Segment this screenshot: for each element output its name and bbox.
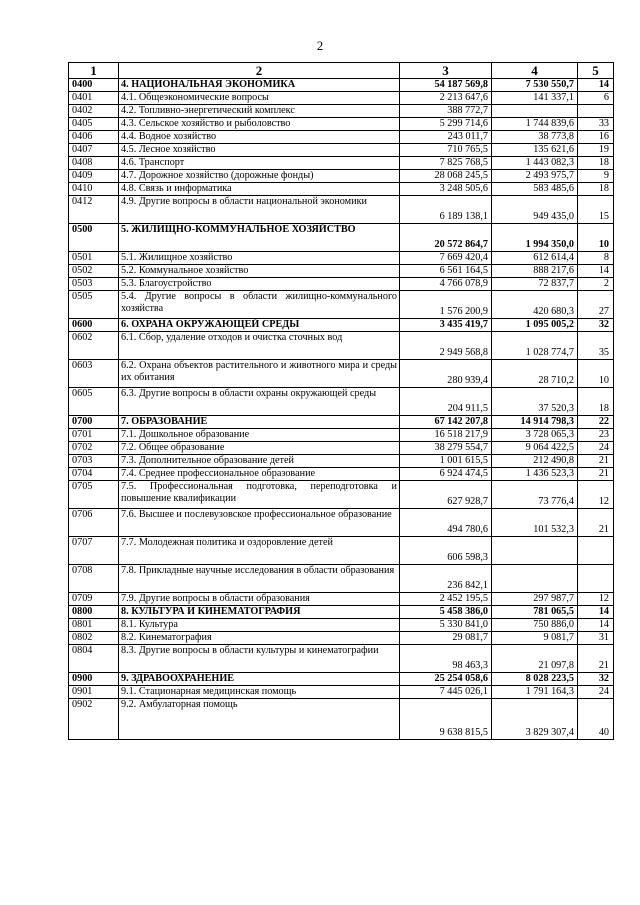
table-row bbox=[69, 699, 614, 740]
row-code: 0901 bbox=[69, 686, 119, 699]
column-header-col3: 3 bbox=[400, 63, 492, 79]
row-value-col5 bbox=[578, 565, 614, 593]
row-value-col4: 3 728 065,3 bbox=[492, 429, 578, 442]
table-row bbox=[69, 196, 614, 224]
row-value-col3: 2 213 647,6 bbox=[400, 92, 492, 105]
row-value-col3: 243 011,7 bbox=[400, 131, 492, 144]
row-value-col4: 9 064 422,5 bbox=[492, 442, 578, 455]
row-value-col5: 9 bbox=[578, 170, 614, 183]
row-value-col5: 21 bbox=[578, 645, 614, 673]
column-header-name: 2 bbox=[119, 63, 400, 79]
row-value-col4: 1 028 774,7 bbox=[492, 332, 578, 360]
row-name: 7.1. Дошкольное образование bbox=[119, 429, 400, 442]
table-body bbox=[69, 79, 614, 740]
table-row bbox=[69, 619, 614, 632]
row-value-col4: 14 914 798,3 bbox=[492, 416, 578, 429]
table-row bbox=[69, 265, 614, 278]
row-value-col4: 8 028 223,5 bbox=[492, 673, 578, 686]
row-value-col3: 236 842,1 bbox=[400, 565, 492, 593]
table-row bbox=[69, 416, 614, 429]
row-value-col3: 1 576 200,9 bbox=[400, 291, 492, 319]
table-row bbox=[69, 131, 614, 144]
row-value-col4 bbox=[492, 537, 578, 565]
row-code: 0406 bbox=[69, 131, 119, 144]
row-value-col5: 12 bbox=[578, 593, 614, 606]
row-value-col4: 612 614,4 bbox=[492, 252, 578, 265]
row-value-col3: 9 638 815,5 bbox=[400, 699, 492, 740]
row-value-col5: 8 bbox=[578, 252, 614, 265]
row-value-col3: 710 765,5 bbox=[400, 144, 492, 157]
row-value-col5: 27 bbox=[578, 291, 614, 319]
row-name: 4. НАЦИОНАЛЬНАЯ ЭКОНОМИКА bbox=[119, 79, 400, 92]
row-value-col4: 37 520,3 bbox=[492, 388, 578, 416]
row-name: 7.6. Высшее и послевузовское профессиональное образование bbox=[119, 509, 400, 537]
row-value-col5 bbox=[578, 537, 614, 565]
table-row bbox=[69, 632, 614, 645]
row-code: 0804 bbox=[69, 645, 119, 673]
row-name: 5.2. Коммунальное хозяйство bbox=[119, 265, 400, 278]
row-value-col3: 627 928,7 bbox=[400, 481, 492, 509]
row-code: 0407 bbox=[69, 144, 119, 157]
row-name: 7.8. Прикладные научные исследования в области образования bbox=[119, 565, 400, 593]
row-value-col3: 67 142 207,8 bbox=[400, 416, 492, 429]
table-row bbox=[69, 686, 614, 699]
row-value-col3: 204 911,5 bbox=[400, 388, 492, 416]
row-code: 0402 bbox=[69, 105, 119, 118]
row-value-col3: 3 248 505,6 bbox=[400, 183, 492, 196]
row-code: 0700 bbox=[69, 416, 119, 429]
row-value-col3: 6 561 164,5 bbox=[400, 265, 492, 278]
row-value-col4: 2 493 975,7 bbox=[492, 170, 578, 183]
row-code: 0902 bbox=[69, 699, 119, 740]
row-code: 0503 bbox=[69, 278, 119, 291]
table-row bbox=[69, 332, 614, 360]
table-row bbox=[69, 278, 614, 291]
row-value-col3: 20 572 864,7 bbox=[400, 224, 492, 252]
table-row bbox=[69, 79, 614, 92]
row-name: 4.8. Связь и информатика bbox=[119, 183, 400, 196]
table-row bbox=[69, 565, 614, 593]
row-code: 0900 bbox=[69, 673, 119, 686]
row-name: 6.1. Сбор, удаление отходов и очистка сточных вод bbox=[119, 332, 400, 360]
row-value-col3: 5 458 386,0 bbox=[400, 606, 492, 619]
row-value-col4: 21 097,8 bbox=[492, 645, 578, 673]
row-name: 9. ЗДРАВООХРАНЕНИЕ bbox=[119, 673, 400, 686]
row-name: 5.3. Благоустройство bbox=[119, 278, 400, 291]
header-row bbox=[69, 63, 614, 79]
row-code: 0708 bbox=[69, 565, 119, 593]
row-value-col3: 2 452 195,5 bbox=[400, 593, 492, 606]
table-row bbox=[69, 509, 614, 537]
row-value-col3: 1 001 615,5 bbox=[400, 455, 492, 468]
row-code: 0705 bbox=[69, 481, 119, 509]
row-value-col5: 19 bbox=[578, 144, 614, 157]
row-name: 7.4. Среднее профессиональное образование bbox=[119, 468, 400, 481]
row-value-col3: 6 924 474,5 bbox=[400, 468, 492, 481]
row-value-col5: 32 bbox=[578, 673, 614, 686]
row-value-col3: 494 780,6 bbox=[400, 509, 492, 537]
row-code: 0500 bbox=[69, 224, 119, 252]
table-row bbox=[69, 455, 614, 468]
table-row bbox=[69, 252, 614, 265]
row-value-col4: 1 443 082,3 bbox=[492, 157, 578, 170]
budget-table bbox=[68, 62, 614, 740]
row-code: 0703 bbox=[69, 455, 119, 468]
row-code: 0701 bbox=[69, 429, 119, 442]
row-name: 8.3. Другие вопросы в области культуры и кинематографии bbox=[119, 645, 400, 673]
table-row bbox=[69, 429, 614, 442]
row-value-col4: 888 217,6 bbox=[492, 265, 578, 278]
row-value-col4: 781 065,5 bbox=[492, 606, 578, 619]
row-name: 4.9. Другие вопросы в области национальной экономики bbox=[119, 196, 400, 224]
row-value-col4: 7 530 550,7 bbox=[492, 79, 578, 92]
table-row bbox=[69, 593, 614, 606]
row-name: 7.9. Другие вопросы в области образования bbox=[119, 593, 400, 606]
row-value-col3: 28 068 245,5 bbox=[400, 170, 492, 183]
row-value-col5: 21 bbox=[578, 468, 614, 481]
row-value-col4: 1 791 164,3 bbox=[492, 686, 578, 699]
table-row bbox=[69, 224, 614, 252]
row-value-col5: 2 bbox=[578, 278, 614, 291]
row-value-col3: 98 463,3 bbox=[400, 645, 492, 673]
column-header-col4: 4 bbox=[492, 63, 578, 79]
row-code: 0702 bbox=[69, 442, 119, 455]
row-value-col4: 420 680,3 bbox=[492, 291, 578, 319]
row-value-col5: 31 bbox=[578, 632, 614, 645]
table-row bbox=[69, 291, 614, 319]
row-code: 0704 bbox=[69, 468, 119, 481]
row-code: 0602 bbox=[69, 332, 119, 360]
row-value-col3: 388 772,7 bbox=[400, 105, 492, 118]
row-code: 0801 bbox=[69, 619, 119, 632]
row-code: 0408 bbox=[69, 157, 119, 170]
row-name: 8.2. Кинематография bbox=[119, 632, 400, 645]
table-row bbox=[69, 92, 614, 105]
row-name: 4.4. Водное хозяйство bbox=[119, 131, 400, 144]
row-name: 6.3. Другие вопросы в области охраны окружающей среды bbox=[119, 388, 400, 416]
row-value-col4: 297 987,7 bbox=[492, 593, 578, 606]
row-value-col3: 5 330 841,0 bbox=[400, 619, 492, 632]
row-name: 5.4. Другие вопросы в области жилищно-коммунального хозяйства bbox=[119, 291, 400, 319]
row-value-col5: 10 bbox=[578, 360, 614, 388]
row-name: 5. ЖИЛИЩНО-КОММУНАЛЬНОЕ ХОЗЯЙСТВО bbox=[119, 224, 400, 252]
row-value-col3: 7 825 768,5 bbox=[400, 157, 492, 170]
row-value-col3: 7 445 026,1 bbox=[400, 686, 492, 699]
row-value-col4: 101 532,3 bbox=[492, 509, 578, 537]
row-value-col3: 280 939,4 bbox=[400, 360, 492, 388]
row-value-col3: 38 279 554,7 bbox=[400, 442, 492, 455]
row-name: 5.1. Жилищное хозяйство bbox=[119, 252, 400, 265]
row-code: 0603 bbox=[69, 360, 119, 388]
table-row bbox=[69, 481, 614, 509]
table-row bbox=[69, 105, 614, 118]
row-code: 0410 bbox=[69, 183, 119, 196]
row-value-col3: 54 187 569,8 bbox=[400, 79, 492, 92]
row-value-col3: 7 669 420,4 bbox=[400, 252, 492, 265]
row-value-col4: 750 886,0 bbox=[492, 619, 578, 632]
row-value-col5: 21 bbox=[578, 455, 614, 468]
row-code: 0505 bbox=[69, 291, 119, 319]
row-value-col4 bbox=[492, 565, 578, 593]
row-value-col4: 72 837,7 bbox=[492, 278, 578, 291]
row-value-col5: 24 bbox=[578, 442, 614, 455]
row-code: 0802 bbox=[69, 632, 119, 645]
row-name: 9.1. Стационарная медицинская помощь bbox=[119, 686, 400, 699]
row-name: 9.2. Амбулаторная помощь bbox=[119, 699, 400, 740]
table-row bbox=[69, 144, 614, 157]
row-value-col5: 40 bbox=[578, 699, 614, 740]
row-name: 4.2. Топливно-энергетический комплекс bbox=[119, 105, 400, 118]
row-name: 8. КУЛЬТУРА И КИНЕМАТОГРАФИЯ bbox=[119, 606, 400, 619]
row-value-col4: 1 994 350,0 bbox=[492, 224, 578, 252]
row-name: 7. ОБРАЗОВАНИЕ bbox=[119, 416, 400, 429]
row-value-col4: 141 337,1 bbox=[492, 92, 578, 105]
row-name: 8.1. Культура bbox=[119, 619, 400, 632]
row-value-col4: 1 744 839,6 bbox=[492, 118, 578, 131]
row-value-col5: 6 bbox=[578, 92, 614, 105]
row-code: 0409 bbox=[69, 170, 119, 183]
row-value-col4: 38 773,8 bbox=[492, 131, 578, 144]
row-value-col5: 14 bbox=[578, 79, 614, 92]
table-row bbox=[69, 118, 614, 131]
table-row bbox=[69, 442, 614, 455]
row-value-col3: 16 518 217,9 bbox=[400, 429, 492, 442]
row-value-col5 bbox=[578, 105, 614, 118]
column-header-col5: 5 bbox=[578, 63, 614, 79]
row-value-col4: 212 490,8 bbox=[492, 455, 578, 468]
row-code: 0605 bbox=[69, 388, 119, 416]
row-value-col5: 32 bbox=[578, 319, 614, 332]
row-value-col5: 23 bbox=[578, 429, 614, 442]
row-code: 0501 bbox=[69, 252, 119, 265]
row-value-col4: 949 435,0 bbox=[492, 196, 578, 224]
table-row bbox=[69, 388, 614, 416]
row-value-col5: 22 bbox=[578, 416, 614, 429]
row-name: 4.6. Транспорт bbox=[119, 157, 400, 170]
row-value-col3: 5 299 714,6 bbox=[400, 118, 492, 131]
row-value-col5: 16 bbox=[578, 131, 614, 144]
row-value-col5: 14 bbox=[578, 606, 614, 619]
row-value-col4: 583 485,6 bbox=[492, 183, 578, 196]
row-code: 0412 bbox=[69, 196, 119, 224]
row-name: 6. ОХРАНА ОКРУЖАЮЩЕЙ СРЕДЫ bbox=[119, 319, 400, 332]
row-value-col4: 1 095 005,2 bbox=[492, 319, 578, 332]
row-code: 0800 bbox=[69, 606, 119, 619]
row-value-col5: 10 bbox=[578, 224, 614, 252]
row-value-col3: 3 435 419,7 bbox=[400, 319, 492, 332]
row-value-col4: 135 621,6 bbox=[492, 144, 578, 157]
row-value-col4: 73 776,4 bbox=[492, 481, 578, 509]
row-value-col5: 33 bbox=[578, 118, 614, 131]
row-name: 7.3. Дополнительное образование детей bbox=[119, 455, 400, 468]
table-row bbox=[69, 319, 614, 332]
row-name: 7.5. Профессиональная подготовка, переподготовка и повышение квалификации bbox=[119, 481, 400, 509]
row-code: 0706 bbox=[69, 509, 119, 537]
row-value-col5: 14 bbox=[578, 265, 614, 278]
row-value-col4: 9 081,7 bbox=[492, 632, 578, 645]
row-value-col3: 29 081,7 bbox=[400, 632, 492, 645]
row-name: 4.5. Лесное хозяйство bbox=[119, 144, 400, 157]
row-code: 0707 bbox=[69, 537, 119, 565]
table-row bbox=[69, 645, 614, 673]
row-value-col3: 25 254 058,6 bbox=[400, 673, 492, 686]
row-name: 7.7. Молодежная политика и оздоровление детей bbox=[119, 537, 400, 565]
row-code: 0405 bbox=[69, 118, 119, 131]
row-name: 4.7. Дорожное хозяйство (дорожные фонды) bbox=[119, 170, 400, 183]
table-row bbox=[69, 183, 614, 196]
row-code: 0600 bbox=[69, 319, 119, 332]
row-value-col5: 15 bbox=[578, 196, 614, 224]
table-row bbox=[69, 360, 614, 388]
row-name: 4.1. Общеэкономические вопросы bbox=[119, 92, 400, 105]
row-value-col5: 18 bbox=[578, 388, 614, 416]
row-value-col5: 24 bbox=[578, 686, 614, 699]
table-row bbox=[69, 537, 614, 565]
row-value-col5: 18 bbox=[578, 183, 614, 196]
row-value-col3: 606 598,3 bbox=[400, 537, 492, 565]
table-row bbox=[69, 157, 614, 170]
row-value-col4 bbox=[492, 105, 578, 118]
row-code: 0709 bbox=[69, 593, 119, 606]
table-row bbox=[69, 606, 614, 619]
page-number: 2 bbox=[316, 38, 324, 53]
row-name: 6.2. Охрана объектов растительного и животного мира и среды их обитания bbox=[119, 360, 400, 388]
row-value-col5: 14 bbox=[578, 619, 614, 632]
row-value-col5: 18 bbox=[578, 157, 614, 170]
table-row bbox=[69, 170, 614, 183]
table-row bbox=[69, 468, 614, 481]
row-value-col3: 4 766 078,9 bbox=[400, 278, 492, 291]
row-value-col5: 12 bbox=[578, 481, 614, 509]
row-name: 7.2. Общее образование bbox=[119, 442, 400, 455]
table-row bbox=[69, 673, 614, 686]
row-value-col4: 3 829 307,4 bbox=[492, 699, 578, 740]
column-header-code: 1 bbox=[69, 63, 119, 79]
row-value-col4: 28 710,2 bbox=[492, 360, 578, 388]
row-value-col5: 35 bbox=[578, 332, 614, 360]
row-code: 0401 bbox=[69, 92, 119, 105]
row-value-col4: 1 436 523,3 bbox=[492, 468, 578, 481]
row-code: 0400 bbox=[69, 79, 119, 92]
row-code: 0502 bbox=[69, 265, 119, 278]
row-value-col5: 21 bbox=[578, 509, 614, 537]
row-value-col3: 2 949 568,8 bbox=[400, 332, 492, 360]
row-value-col3: 6 189 138,1 bbox=[400, 196, 492, 224]
row-name: 4.3. Сельское хозяйство и рыболовство bbox=[119, 118, 400, 131]
